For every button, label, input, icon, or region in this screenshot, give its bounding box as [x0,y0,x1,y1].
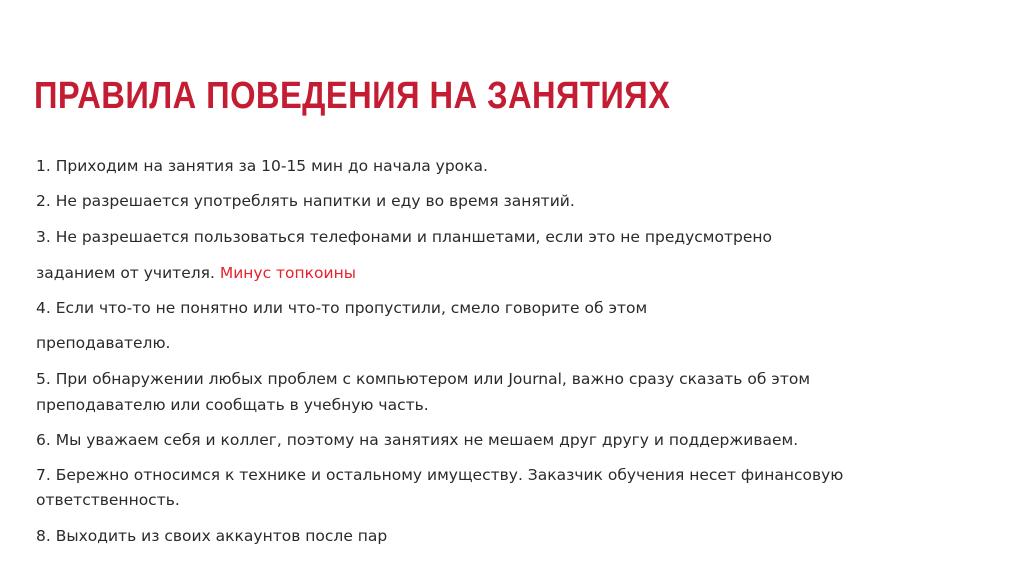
rule-5-line-2: преподавателю или сообщать в учебную часть. [36,396,429,414]
rule-1: 1. Приходим на занятия за 10-15 мин до начала урока. [36,157,488,175]
rule-3-line-2 [36,263,356,283]
page-title: ПРАВИЛА ПОВЕДЕНИЯ НА ЗАНЯТИЯХ [34,75,671,117]
rule-8: 8. Выходить из своих аккаунтов после пар [36,527,388,545]
rule-5-line-1: 5. При обнаружении любых проблем с компьютером или Journal, важно сразу сказать об этом [36,370,811,388]
rule-4-line-1: 4. Если что-то не понятно или что-то пропустили, смело говорите об этом [36,299,648,317]
rule-6: 6. Мы уважаем себя и коллег, поэтому на занятиях не мешаем друг другу и поддерживаем. [36,431,799,449]
rule-4-line-2: преподавателю. [36,334,171,352]
rule-7-line-1: 7. Бережно относимся к технике и остальному имуществу. Заказчик обучения несет финансовую [36,466,844,484]
rule-3-penalty-note: Минус топкоины [219,264,356,282]
rule-2: 2. Не разрешается употреблять напитки и еду во время занятий. [36,192,575,210]
rule-3-line-1: 3. Не разрешается пользоваться телефонами и планшетами, если это не предусмотрено [36,228,773,246]
rule-7-line-2: ответственность. [36,491,180,509]
rule-3-text: заданием от учителя. [36,264,215,282]
